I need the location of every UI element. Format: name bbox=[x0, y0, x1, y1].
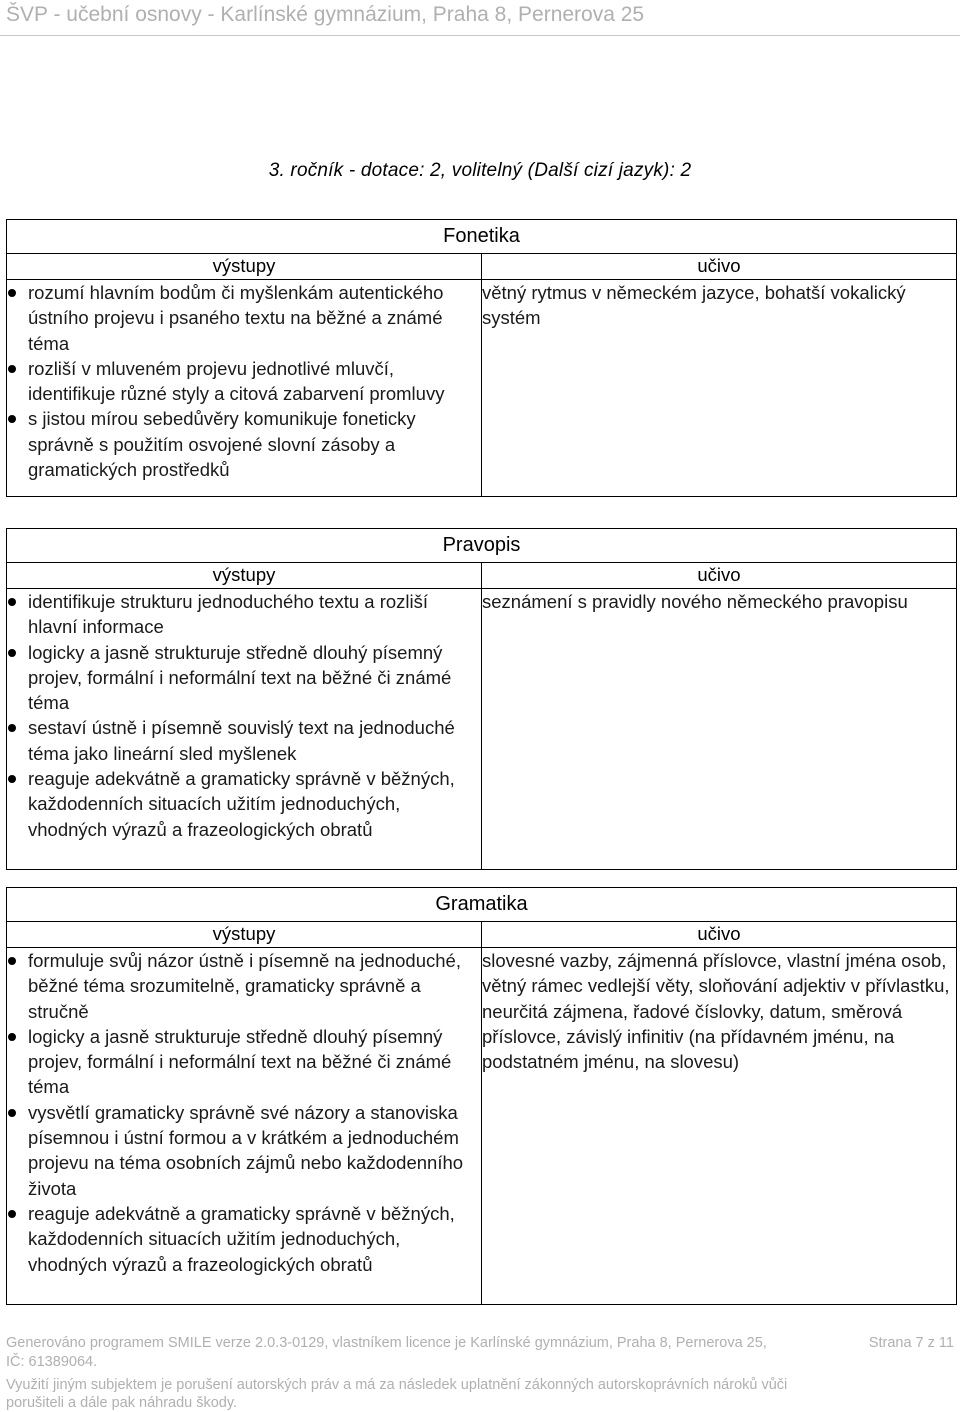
document-header-title: ŠVP - učební osnovy - Karlínské gymnázium, Praha 8, Pernerova 25 bbox=[6, 3, 645, 26]
content-cell bbox=[482, 589, 957, 870]
grade-title: 3. ročník - dotace: 2, volitelný (Další cizí jazyk): 2 bbox=[268, 160, 692, 181]
content-text: slovesné vazby, zájmenná příslovce, vlastní jména osob, větný rámec vedlejší věty, sloňování adjektiv v přívlastku, neurčitá zájmena, řadové číslovky, datum, směrová příslovce, závislý infinitiv (na přídavném jménu, na podstatném jménu, na slovesu) bbox=[482, 950, 950, 1073]
outcomes-cell bbox=[7, 280, 482, 497]
outcome-item: reaguje adekvátně a gramaticky správně v běžných, každodenních situacích užitím jednoduchých, vhodných výrazů a frazeologických obratů bbox=[7, 1201, 481, 1277]
section-title: Pravopis bbox=[7, 529, 957, 563]
section-table-pravopis bbox=[6, 528, 957, 870]
section-title: Gramatika bbox=[7, 888, 957, 922]
content-text: seznámení s pravidly nového německého pravopisu bbox=[482, 591, 908, 612]
outcome-item: logicky a jasně strukturuje středně dlouhý písemný projev, formální i neformální text na běžné či známé téma bbox=[7, 1024, 481, 1100]
outcome-item: reaguje adekvátně a gramaticky správně v běžných, každodenních situacích užitím jednoduchých, vhodných výrazů a frazeologických obratů bbox=[7, 766, 481, 842]
outcomes-list bbox=[7, 948, 481, 1277]
content-column-header: učivo bbox=[482, 254, 957, 280]
footer-copyright: Využití jiným subjektem je porušení autorských práv a má za následek uplatnění zákonných autorskoprávních nároků vůči porušiteli a dále pak náhradu škody. bbox=[6, 1377, 788, 1411]
header-divider bbox=[0, 35, 960, 36]
outcomes-column-header: výstupy bbox=[7, 563, 482, 589]
section-table-gramatika bbox=[6, 887, 957, 1305]
outcomes-list bbox=[7, 280, 481, 482]
outcome-item: vysvětlí gramaticky správně své názory a stanoviska písemnou i ústní formou a v krátkém a jednoduchém projevu na téma osobních zájmů nebo každodenního života bbox=[7, 1100, 481, 1201]
content-cell bbox=[482, 948, 957, 1305]
section-title: Fonetika bbox=[7, 220, 957, 254]
outcome-item: rozliší v mluveném projevu jednotlivé mluvčí, identifikuje různé styly a citová zabarvení promluvy bbox=[7, 356, 481, 407]
outcomes-list bbox=[7, 589, 481, 842]
outcome-item: identifikuje strukturu jednoduchého textu a rozliší hlavní informace bbox=[7, 589, 481, 640]
outcome-item: s jistou mírou sebedůvěry komunikuje foneticky správně s použitím osvojené slovní zásoby a gramatických prostředků bbox=[7, 406, 481, 482]
outcomes-column-header: výstupy bbox=[7, 254, 482, 280]
page-number: Strana 7 z 11 bbox=[868, 1335, 954, 1351]
outcome-item: logicky a jasně strukturuje středně dlouhý písemný projev, formální i neformální text na běžné či známé téma bbox=[7, 640, 481, 716]
content-text: větný rytmus v německém jazyce, bohatší vokalický systém bbox=[482, 282, 906, 329]
footer-generated-text: Generováno programem SMILE verze 2.0.3-0129, vlastníkem licence je Karlínské gymnázium, Praha 8, Pernerova 25, IČ: 61389064. bbox=[6, 1335, 767, 1370]
outcomes-cell bbox=[7, 948, 482, 1305]
outcome-item: formuluje svůj názor ústně i písemně na jednoduché, běžné téma srozumitelně, gramaticky správně a stručně bbox=[7, 948, 481, 1024]
content-column-header: učivo bbox=[482, 922, 957, 948]
content-column-header: učivo bbox=[482, 563, 957, 589]
outcome-item: sestaví ústně i písemně souvislý text na jednoduché téma jako lineární sled myšlenek bbox=[7, 715, 481, 766]
section-table-fonetika bbox=[6, 219, 957, 497]
outcomes-column-header: výstupy bbox=[7, 922, 482, 948]
outcomes-cell bbox=[7, 589, 482, 870]
content-cell bbox=[482, 280, 957, 497]
outcome-item: rozumí hlavním bodům či myšlenkám autentického ústního projevu i psaného textu na běžné a známé téma bbox=[7, 280, 481, 356]
